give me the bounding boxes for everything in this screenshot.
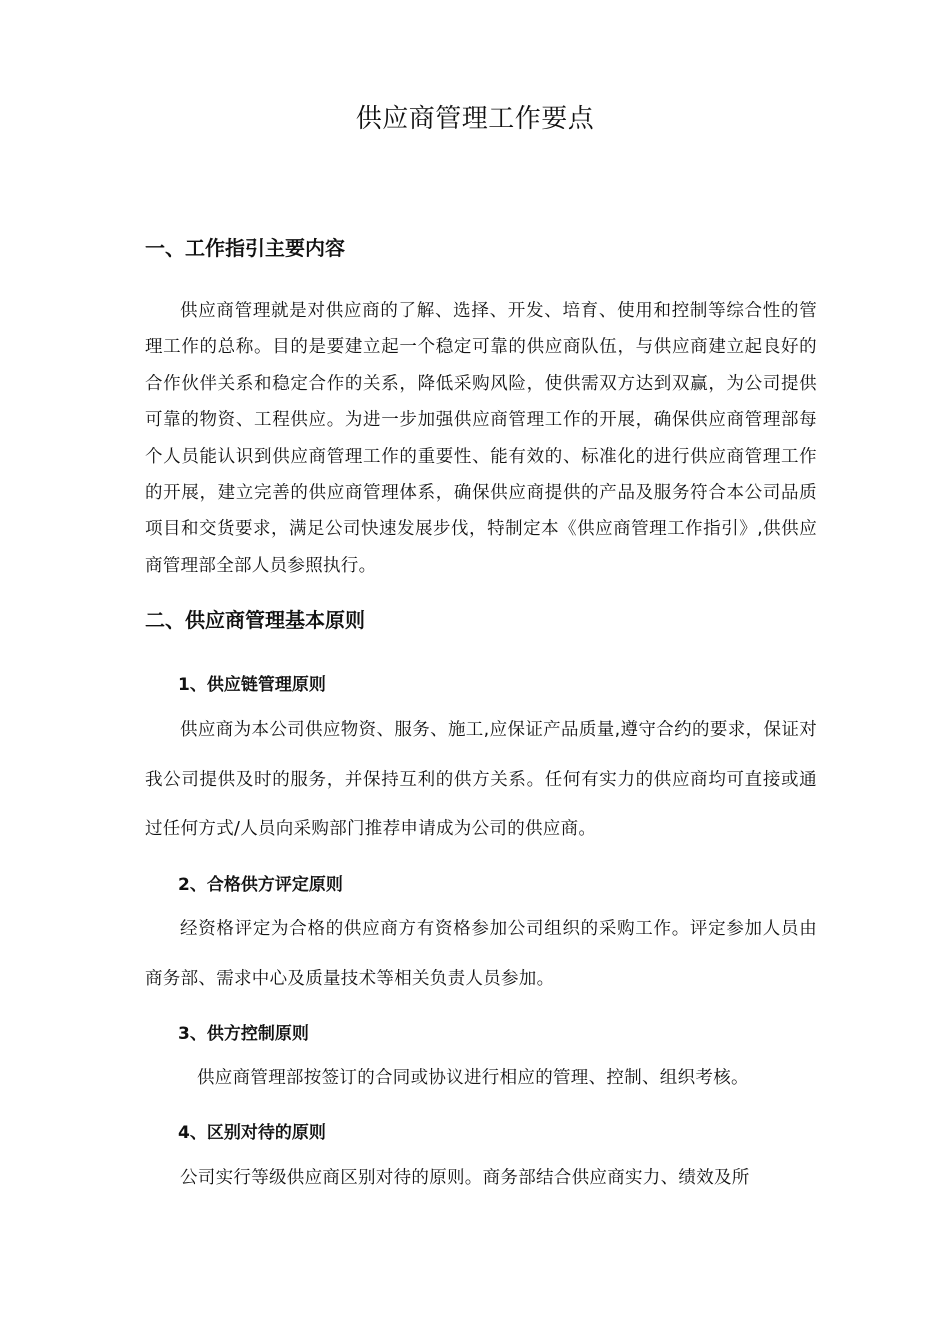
subsection-4-paragraph: 公司实行等级供应商区别对待的原则。商务部结合供应商实力、绩效及所 <box>180 1168 750 1188</box>
subsection-3-paragraph: 供应商管理部按签订的合同或协议进行相应的管理、控制、组织考核。 <box>197 1068 749 1088</box>
subsection-1-paragraph: 供应商为本公司供应物资、服务、施工,应保证产品质量,遵守合约的要求，保证对我公司提供及时的服务，并保持互利的供方关系。任何有实力的供应商均可直接或通过任何方式/人员向采购部门推荐申请成为公司的供应商。 <box>145 720 817 839</box>
document-title: 供应商管理工作要点 <box>355 104 595 134</box>
subsection-heading-2: 2、合格供方评定原则 <box>178 875 343 895</box>
section-heading-1: 一、工作指引主要内容 <box>145 236 345 260</box>
subsection-2-paragraph: 经资格评定为合格的供应商方有资格参加公司组织的采购工作。评定参加人员由商务部、需求中心及质量技术等相关负责人员参加。 <box>145 919 817 989</box>
section-heading-2: 二、供应商管理基本原则 <box>145 608 365 632</box>
subsection-heading-4: 4、区别对待的原则 <box>178 1123 326 1143</box>
subsection-heading-3: 3、供方控制原则 <box>178 1024 309 1044</box>
subsection-heading-1: 1、供应链管理原则 <box>178 675 326 695</box>
section-1-paragraph: 供应商管理就是对供应商的了解、选择、开发、培育、使用和控制等综合性的管理工作的总称。目的是要建立起一个稳定可靠的供应商队伍，与供应商建立起良好的合作伙伴关系和稳定合作的关系，降低采购风险，使供需双方达到双赢，为公司提供可靠的物资、工程供应。为进一步加强供应商管理工作的开展，确保供应商管理部每个人员能认识到供应商管理工作的重要性、能有效的、标准化的进行供应商管理工作的开展，建立完善的供应商管理体系，确保供应商提供的产品及服务符合本公司品质项目和交货要求，满足公司快速发展步伐，特制定本《供应商管理工作指引》,供供应商管理部全部人员参照执行。 <box>145 301 817 576</box>
